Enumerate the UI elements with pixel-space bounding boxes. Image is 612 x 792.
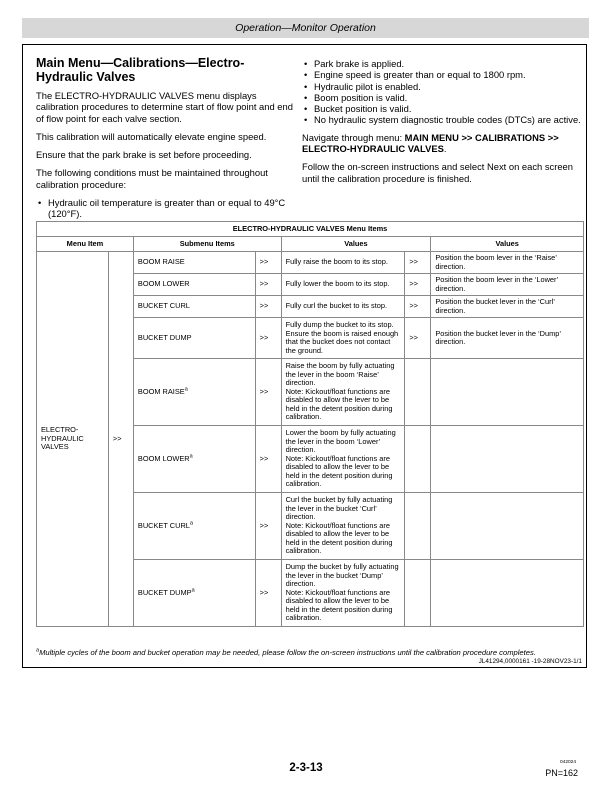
print-code: 042024 xyxy=(559,760,576,765)
value-cell: Raise the boom by fully actuating the lever in the boom ‘Raise’ direction. Note: Kickout/float functions are disabled to allow the lever to be held in the detent position during calibration. xyxy=(281,359,405,426)
right-column xyxy=(302,58,584,191)
value-arrow-cell: >> xyxy=(405,318,431,359)
list-item: • Hydraulic pilot is enabled. xyxy=(302,81,584,92)
header-submenu-items: Submenu Items xyxy=(133,237,281,252)
submenu-cell xyxy=(133,493,255,560)
list-item: • Boom position is valid. xyxy=(302,92,584,103)
submenu-arrow-cell: >> xyxy=(255,426,281,493)
submenu-cell xyxy=(133,318,255,359)
submenu-label: BOOM LOWER xyxy=(137,279,190,289)
left-column xyxy=(36,56,296,222)
value-cell-2 xyxy=(431,359,584,426)
value-cell: Lower the boom by fully actuating the lever in the boom ‘Lower’ direction. Note: Kickout/float functions are disabled to allow the lever to be held in the detent position during calibration. xyxy=(281,426,405,493)
reference-code: JL41294,0000161 -19-28NOV23-1/1 xyxy=(478,658,582,665)
value-cell: Curl the bucket by fully actuating the lever in the bucket ‘Curl’ direction. Note: Kickout/float functions are disabled to allow the lever to be held in the detent position during calibration. xyxy=(281,493,405,560)
value-cell-2: Position the bucket lever in the ‘Curl’ direction. xyxy=(431,296,584,318)
value-arrow-cell xyxy=(405,560,431,627)
submenu-cell xyxy=(133,296,255,318)
nav-path: MAIN MENU >> CALIBRATIONS >> ELECTRO-HYDRAULIC VALVES xyxy=(302,131,559,155)
footnote-mark: a xyxy=(36,647,40,654)
submenu-label: BUCKET DUMP xyxy=(137,587,192,597)
navigation-instruction xyxy=(302,132,584,155)
value-cell: Fully dump the bucket to its stop. Ensure the boom is raised enough that the bucket does not contact the ground. xyxy=(281,318,405,359)
list-item: • No hydraulic system diagnostic trouble codes (DTCs) are active. xyxy=(302,114,584,125)
value-cell-2: Position the boom lever in the ‘Lower’ direction. xyxy=(431,274,584,296)
page-number: 2-3-13 xyxy=(289,762,323,774)
intro-paragraph: The ELECTRO-HYDRAULIC VALVES menu displays calibration procedures to determine start of flow point and end of flow point for each valve section. xyxy=(36,90,293,124)
submenu-label: BOOM RAISE xyxy=(137,257,185,267)
submenu-arrow-cell: >> xyxy=(255,252,281,274)
value-arrow-cell xyxy=(405,493,431,560)
value-cell: Fully raise the boom to its stop. xyxy=(281,252,405,274)
submenu-label: BUCKET CURL xyxy=(137,301,190,311)
submenu-footnote-mark: a xyxy=(184,386,188,393)
value-cell-2 xyxy=(431,560,584,627)
table-body xyxy=(37,252,584,627)
list-item: • Bucket position is valid. xyxy=(302,103,584,114)
running-header: Operation—Monitor Operation xyxy=(22,18,589,38)
value-arrow-cell: >> xyxy=(405,274,431,296)
nav-suffix: . xyxy=(443,143,447,155)
submenu-arrow-cell: >> xyxy=(255,359,281,426)
submenu-arrow-cell: >> xyxy=(255,296,281,318)
submenu-cell xyxy=(133,560,255,627)
nav-prefix: Navigate through menu: xyxy=(302,131,405,143)
submenu-label: BUCKET CURL xyxy=(137,520,190,530)
park-brake-paragraph: Ensure that the park brake is set before proceeding. xyxy=(36,149,252,161)
submenu-cell xyxy=(133,252,255,274)
submenu-arrow-cell: >> xyxy=(255,318,281,359)
submenu-arrow-cell: >> xyxy=(255,274,281,296)
value-cell: Dump the bucket by fully actuating the lever in the bucket ‘Dump’ direction. Note: Kickout/float functions are disabled to allow the lever to be held in the detent position during calibration. xyxy=(281,560,405,627)
submenu-cell xyxy=(133,274,255,296)
submenu-footnote-mark: a xyxy=(189,453,193,460)
submenu-label: BOOM RAISE xyxy=(137,386,185,396)
footnote-text: Multiple cycles of the boom and bucket operation may be needed, please follow the on-screen instructions until the calibration procedure completes. xyxy=(39,648,536,657)
conditions-list-right xyxy=(302,58,584,126)
footnote xyxy=(36,648,588,657)
menu-items-table xyxy=(36,221,584,627)
value-arrow-cell xyxy=(405,426,431,493)
table-caption: ELECTRO-HYDRAULIC VALVES Menu Items xyxy=(37,222,584,237)
submenu-label: BOOM LOWER xyxy=(137,453,190,463)
header-menu-item: Menu Item xyxy=(37,237,134,252)
list-item: • Hydraulic oil temperature is greater than or equal to 49°C (120°F). xyxy=(36,197,296,220)
value-arrow-cell: >> xyxy=(405,296,431,318)
value-cell-2 xyxy=(431,493,584,560)
value-cell: Fully lower the boom to its stop. xyxy=(281,274,405,296)
submenu-arrow-cell: >> xyxy=(255,560,281,627)
submenu-cell xyxy=(133,426,255,493)
value-cell-2: Position the boom lever in the ‘Raise’ direction. xyxy=(431,252,584,274)
conditions-paragraph: The following conditions must be maintained throughout calibration procedure: xyxy=(36,167,268,190)
submenu-arrow-cell: >> xyxy=(255,493,281,560)
list-item: • Engine speed is greater than or equal to 1800 rpm. xyxy=(302,69,584,80)
conditions-list-left xyxy=(36,197,296,220)
value-cell-2 xyxy=(431,426,584,493)
submenu-footnote-mark: a xyxy=(191,587,195,594)
header-values: Values xyxy=(281,237,431,252)
submenu-cell xyxy=(133,359,255,426)
follow-instruction: Follow the on-screen instructions and select Next on each screen until the calibration procedure is finished. xyxy=(302,161,573,184)
value-arrow-cell xyxy=(405,359,431,426)
list-item: • Park brake is applied. xyxy=(302,58,584,69)
engine-speed-paragraph: This calibration will automatically elevate engine speed. xyxy=(36,130,267,142)
table-row xyxy=(37,252,584,274)
submenu-label: BUCKET DUMP xyxy=(137,332,192,342)
menu-arrow-cell: >> xyxy=(108,252,133,627)
section-title: Main Menu—Calibrations—Electro-Hydraulic Valves xyxy=(36,56,245,84)
value-arrow-cell: >> xyxy=(405,252,431,274)
header-values-2: Values xyxy=(431,237,584,252)
pn-number: PN=162 xyxy=(545,768,578,778)
value-cell: Fully curl the bucket to its stop. xyxy=(281,296,405,318)
menu-item-cell: ELECTRO-HYDRAULIC VALVES xyxy=(37,252,109,627)
submenu-footnote-mark: a xyxy=(189,520,193,527)
value-cell-2: Position the bucket lever in the ‘Dump’ direction. xyxy=(431,318,584,359)
